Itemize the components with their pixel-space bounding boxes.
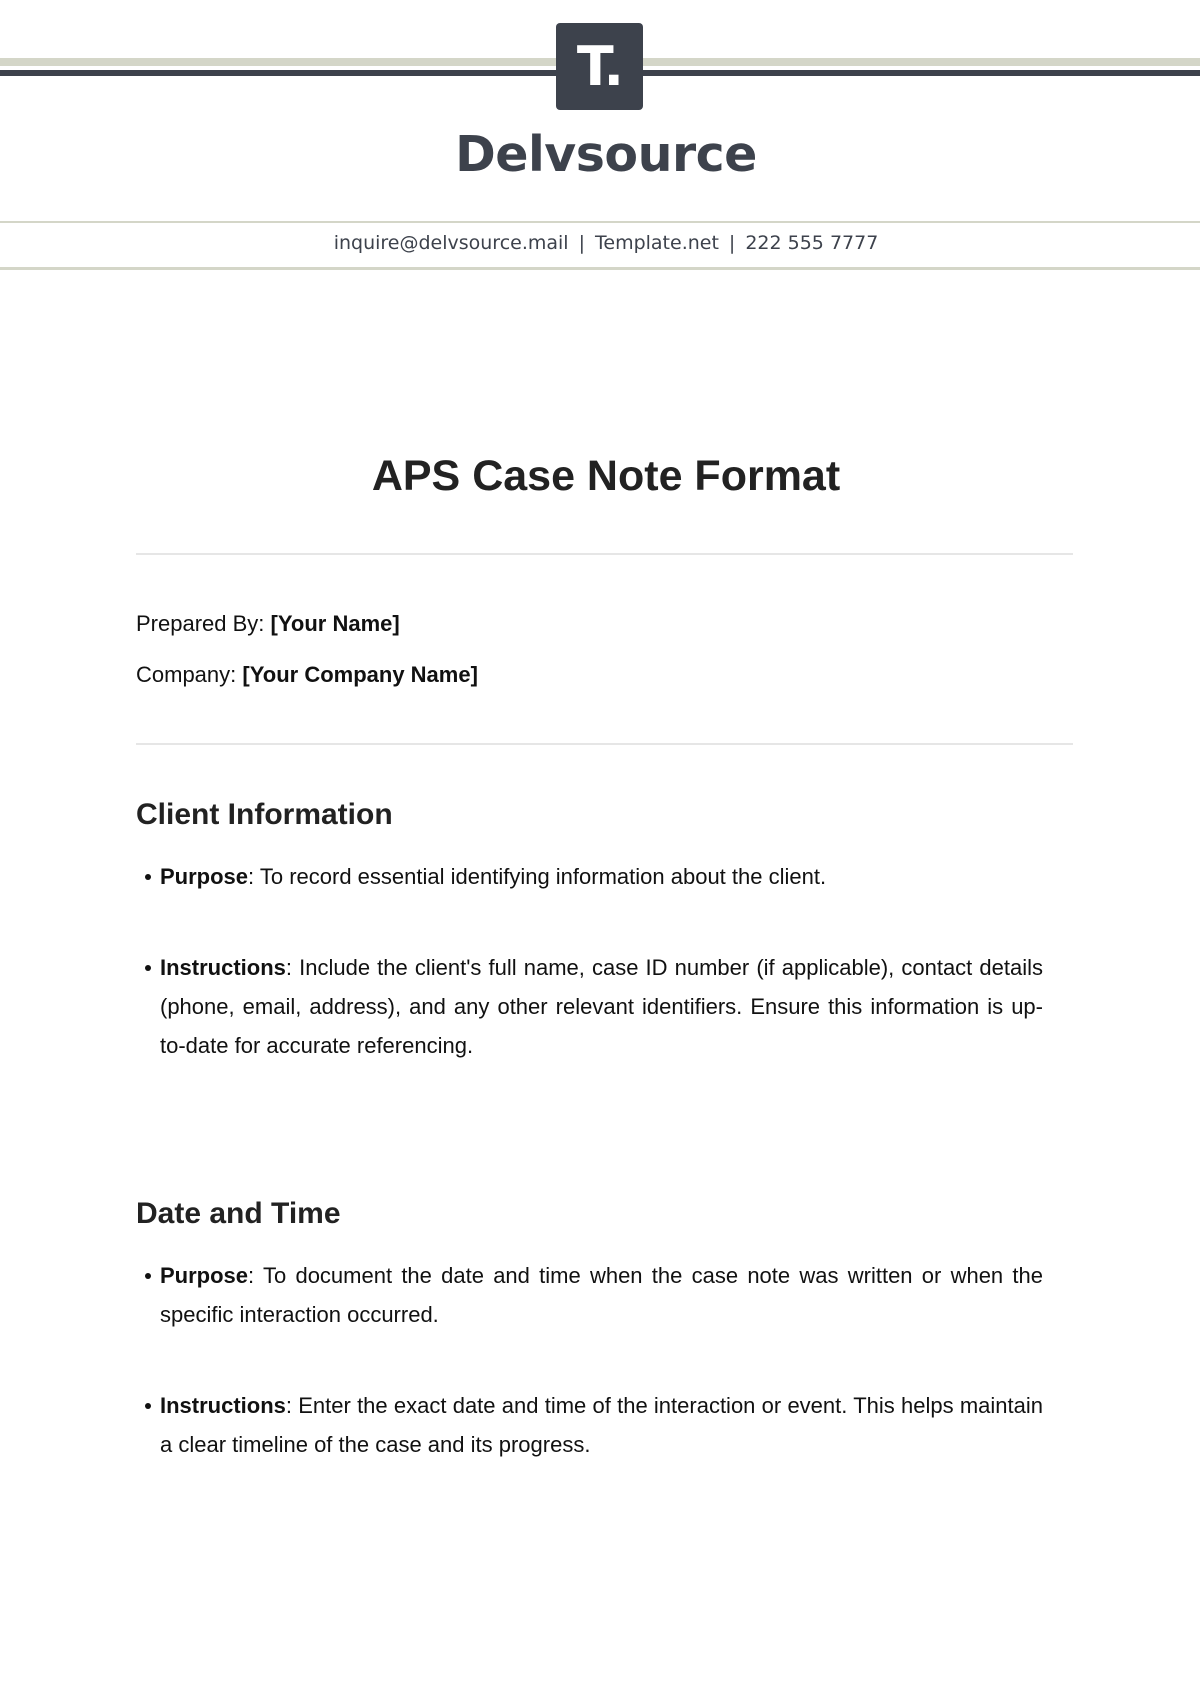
section-heading-date-and-time: Date and Time	[136, 1197, 341, 1230]
prepared-by-line	[136, 611, 400, 637]
list-item	[160, 1386, 1043, 1464]
bullet-label: Purpose	[160, 1263, 249, 1288]
title-divider	[136, 553, 1073, 555]
prepared-by-label: Prepared By:	[136, 611, 265, 636]
bullet-text: : To document the date and time when the case note was written or when the specific interaction occurred.	[160, 1263, 1043, 1327]
section-heading-client-information: Client Information	[136, 798, 393, 831]
brand-name: Delvsource	[455, 126, 757, 183]
bullet-label: Instructions	[160, 955, 286, 980]
list-item	[160, 857, 1043, 896]
contact-bar	[0, 232, 1200, 254]
company-line	[136, 662, 478, 688]
contact-website[interactable]: Template.net	[595, 232, 719, 254]
page-title: APS Case Note Format	[371, 452, 841, 500]
contact-separator: |	[578, 232, 585, 254]
bullet-text: : Enter the exact date and time of the interaction or event. This helps maintain a clear timeline of the case and its progress.	[160, 1393, 1043, 1457]
contact-divider-bottom	[0, 267, 1200, 270]
contact-email[interactable]: inquire@delvsource.mail	[333, 232, 569, 254]
list-item	[160, 948, 1043, 1065]
contact-divider-top	[0, 221, 1200, 223]
list-item	[160, 1256, 1043, 1334]
bullet-label: Purpose	[160, 864, 249, 889]
company-value: [Your Company Name]	[242, 662, 478, 687]
company-label: Company:	[136, 662, 237, 687]
logo-icon	[556, 23, 643, 110]
prepared-by-value: [Your Name]	[270, 611, 400, 636]
bullet-text: : Include the client's full name, case ID number (if applicable), contact details (phone, email, address), and any other relevant identifiers. Ensure this information is up-to-date for accurate referencing.	[160, 955, 1043, 1058]
logo-letter: T.	[576, 35, 623, 98]
contact-separator: |	[728, 232, 736, 254]
bullet-text: : To record essential identifying information about the client.	[248, 864, 827, 889]
contact-phone: 222 555 7777	[745, 232, 879, 254]
bullet-label: Instructions	[160, 1393, 286, 1418]
meta-divider	[136, 743, 1073, 745]
